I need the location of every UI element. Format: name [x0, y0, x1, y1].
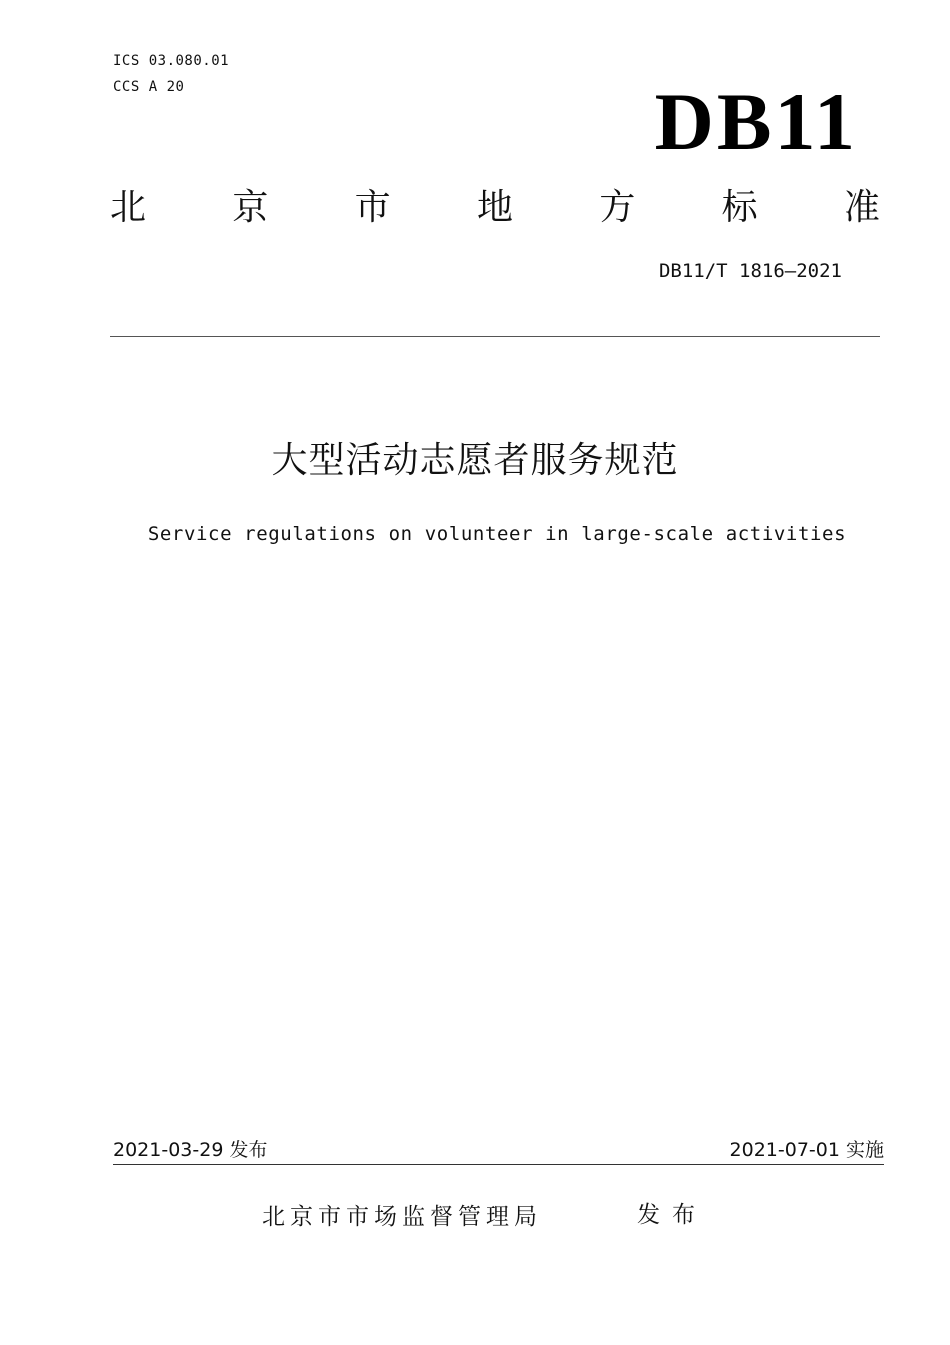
issuing-label: 发布	[637, 1202, 707, 1228]
standard-type-char: 京	[232, 187, 269, 228]
implement-date: 2021-07-01 实施	[729, 1139, 884, 1161]
publish-date: 2021-03-29 发布	[113, 1139, 268, 1161]
standard-type-heading	[110, 184, 880, 232]
standard-type-char: 标	[721, 187, 758, 228]
standard-type-char: 准	[843, 187, 880, 228]
ccs-code: CCS A 20	[113, 79, 185, 95]
classification-codes	[113, 48, 229, 100]
header-divider	[110, 336, 880, 337]
issuing-authority: 北京市市场监督管理局	[262, 1204, 542, 1230]
standard-type-char: 地	[476, 187, 513, 228]
footer-divider	[113, 1164, 884, 1165]
standard-type-char: 北	[110, 187, 147, 228]
standard-type-char: 方	[599, 187, 636, 228]
standard-number: DB11/T 1816—2021	[658, 260, 842, 282]
document-title-chinese: 大型活动志愿者服务规范	[271, 440, 679, 481]
standard-type-char: 市	[354, 187, 391, 228]
document-title-english: Service regulations on volunteer in large-scale activities	[147, 523, 847, 545]
standard-code-logo: DB11	[654, 76, 858, 167]
ics-code: ICS 03.080.01	[113, 53, 230, 69]
